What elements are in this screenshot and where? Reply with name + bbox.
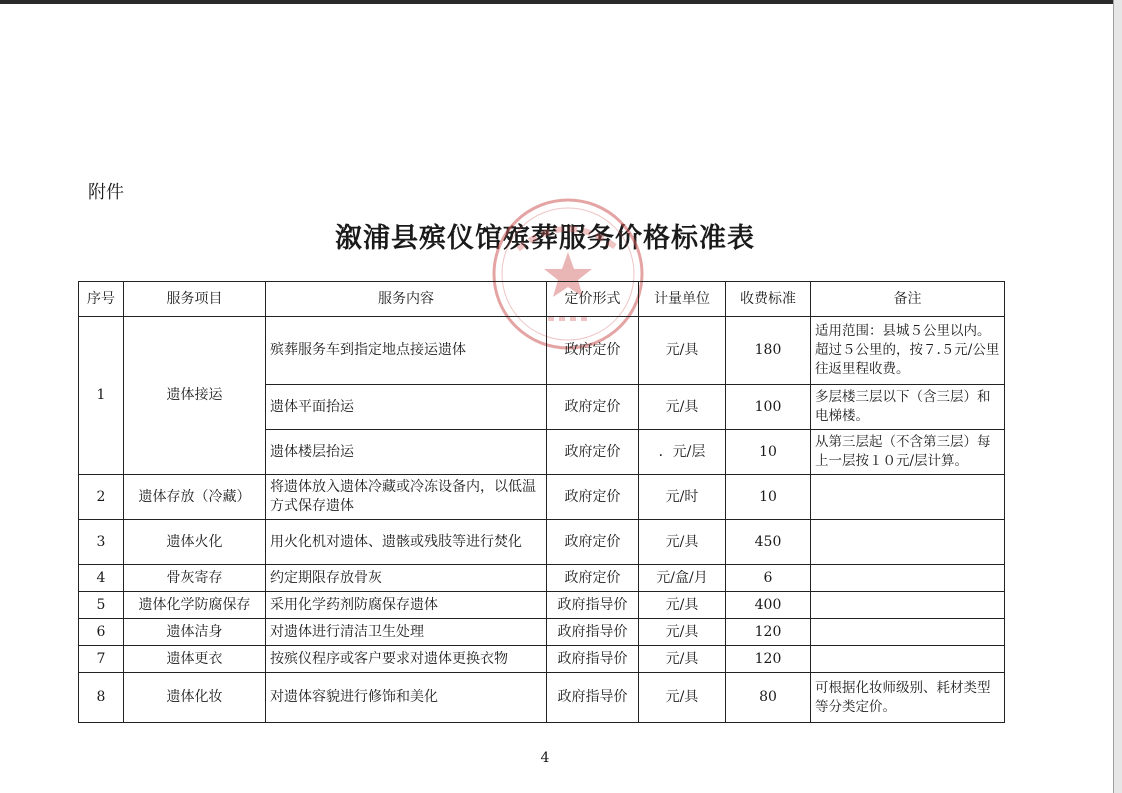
row-note bbox=[811, 619, 1005, 646]
header-note: 备注 bbox=[811, 282, 1005, 317]
row-note bbox=[811, 475, 1005, 520]
row-no: 6 bbox=[79, 619, 124, 646]
header-pricing: 定价形式 bbox=[547, 282, 639, 317]
row-pricing: 政府定价 bbox=[547, 385, 639, 430]
table-row bbox=[79, 673, 1005, 723]
table-row bbox=[79, 619, 1005, 646]
row-no: 3 bbox=[79, 520, 124, 565]
row-note bbox=[811, 565, 1005, 592]
row-fee: 450 bbox=[726, 520, 811, 565]
row-unit: 元/具 bbox=[639, 646, 726, 673]
table-header-row bbox=[79, 282, 1005, 317]
row-pricing: 政府定价 bbox=[547, 520, 639, 565]
row-content: 用火化机对遗体、遗骸或残肢等进行焚化 bbox=[266, 520, 547, 565]
row-content: 遗体平面抬运 bbox=[266, 385, 547, 430]
row-pricing: 政府定价 bbox=[547, 475, 639, 520]
row-unit: 元/盒/月 bbox=[639, 565, 726, 592]
row-fee: 10 bbox=[726, 475, 811, 520]
row-content: 约定期限存放骨灰 bbox=[266, 565, 547, 592]
row-unit: ．元/层 bbox=[639, 430, 726, 475]
row-note: 适用范围：县城５公里以内。超过５公里的，按７.５元/公里往返里程收费。 bbox=[811, 317, 1005, 385]
row-pricing: 政府定价 bbox=[547, 565, 639, 592]
row-unit: 元/具 bbox=[639, 317, 726, 385]
row-content: 遗体楼层抬运 bbox=[266, 430, 547, 475]
row-pricing: 政府定价 bbox=[547, 430, 639, 475]
row-content: 对遗体进行清洁卫生处理 bbox=[266, 619, 547, 646]
row-unit: 元/具 bbox=[639, 592, 726, 619]
table-row bbox=[79, 317, 1005, 385]
row-pricing: 政府定价 bbox=[547, 317, 639, 385]
row-fee: 400 bbox=[726, 592, 811, 619]
row-no: 8 bbox=[79, 673, 124, 723]
row-item: 遗体火化 bbox=[124, 520, 266, 565]
row-pricing: 政府指导价 bbox=[547, 646, 639, 673]
row-fee: 180 bbox=[726, 317, 811, 385]
row-item: 遗体化学防腐保存 bbox=[124, 592, 266, 619]
row-item: 遗体更衣 bbox=[124, 646, 266, 673]
scan-right-edge bbox=[1113, 0, 1122, 793]
table-row bbox=[79, 475, 1005, 520]
row-fee: 120 bbox=[726, 646, 811, 673]
row-pricing: 政府指导价 bbox=[547, 619, 639, 646]
header-unit: 计量单位 bbox=[639, 282, 726, 317]
document-title: 溆浦县殡仪馆殡葬服务价格标准表 bbox=[335, 223, 755, 254]
header-content: 服务内容 bbox=[266, 282, 547, 317]
row-note bbox=[811, 646, 1005, 673]
row-unit: 元/具 bbox=[639, 673, 726, 723]
row-fee: 100 bbox=[726, 385, 811, 430]
row-no: 7 bbox=[79, 646, 124, 673]
row-fee: 80 bbox=[726, 673, 811, 723]
row-content: 殡葬服务车到指定地点接运遗体 bbox=[266, 317, 547, 385]
row-fee: 120 bbox=[726, 619, 811, 646]
table-row bbox=[79, 646, 1005, 673]
row-pricing: 政府指导价 bbox=[547, 592, 639, 619]
header-item: 服务项目 bbox=[124, 282, 266, 317]
row-unit: 元/具 bbox=[639, 385, 726, 430]
row-fee: 10 bbox=[726, 430, 811, 475]
row-fee: 6 bbox=[726, 565, 811, 592]
page-number: 4 bbox=[540, 750, 550, 766]
row-note bbox=[811, 592, 1005, 619]
row-content: 将遗体放入遗体冷藏或冷冻设备内，以低温方式保存遗体 bbox=[266, 475, 547, 520]
row-item: 遗体化妆 bbox=[124, 673, 266, 723]
row-content: 采用化学药剂防腐保存遗体 bbox=[266, 592, 547, 619]
row-item: 遗体洁身 bbox=[124, 619, 266, 646]
row-no: 1 bbox=[79, 317, 124, 475]
row-note bbox=[811, 520, 1005, 565]
row-note: 可根据化妆师级别、耗材类型等分类定价。 bbox=[811, 673, 1005, 723]
row-no: 4 bbox=[79, 565, 124, 592]
header-fee: 收费标准 bbox=[726, 282, 811, 317]
row-no: 2 bbox=[79, 475, 124, 520]
scan-top-edge bbox=[0, 0, 1122, 4]
row-content: 对遗体容貌进行修饰和美化 bbox=[266, 673, 547, 723]
table-row bbox=[79, 565, 1005, 592]
row-item: 骨灰寄存 bbox=[124, 565, 266, 592]
row-unit: 元/具 bbox=[639, 619, 726, 646]
table-row bbox=[79, 592, 1005, 619]
attachment-label: 附件 bbox=[88, 182, 124, 203]
row-no: 5 bbox=[79, 592, 124, 619]
row-pricing: 政府指导价 bbox=[547, 673, 639, 723]
table-row bbox=[79, 520, 1005, 565]
row-content: 按殡仪程序或客户要求对遗体更换衣物 bbox=[266, 646, 547, 673]
header-no: 序号 bbox=[79, 282, 124, 317]
row-note: 多层楼三层以下（含三层）和电梯楼。 bbox=[811, 385, 1005, 430]
row-unit: 元/具 bbox=[639, 520, 726, 565]
row-unit: 元/时 bbox=[639, 475, 726, 520]
row-item: 遗体存放（冷藏） bbox=[124, 475, 266, 520]
row-item: 遗体接运 bbox=[124, 317, 266, 475]
row-note: 从第三层起（不含第三层）每上一层按１０元/层计算。 bbox=[811, 430, 1005, 475]
fee-standard-table bbox=[78, 281, 1005, 723]
